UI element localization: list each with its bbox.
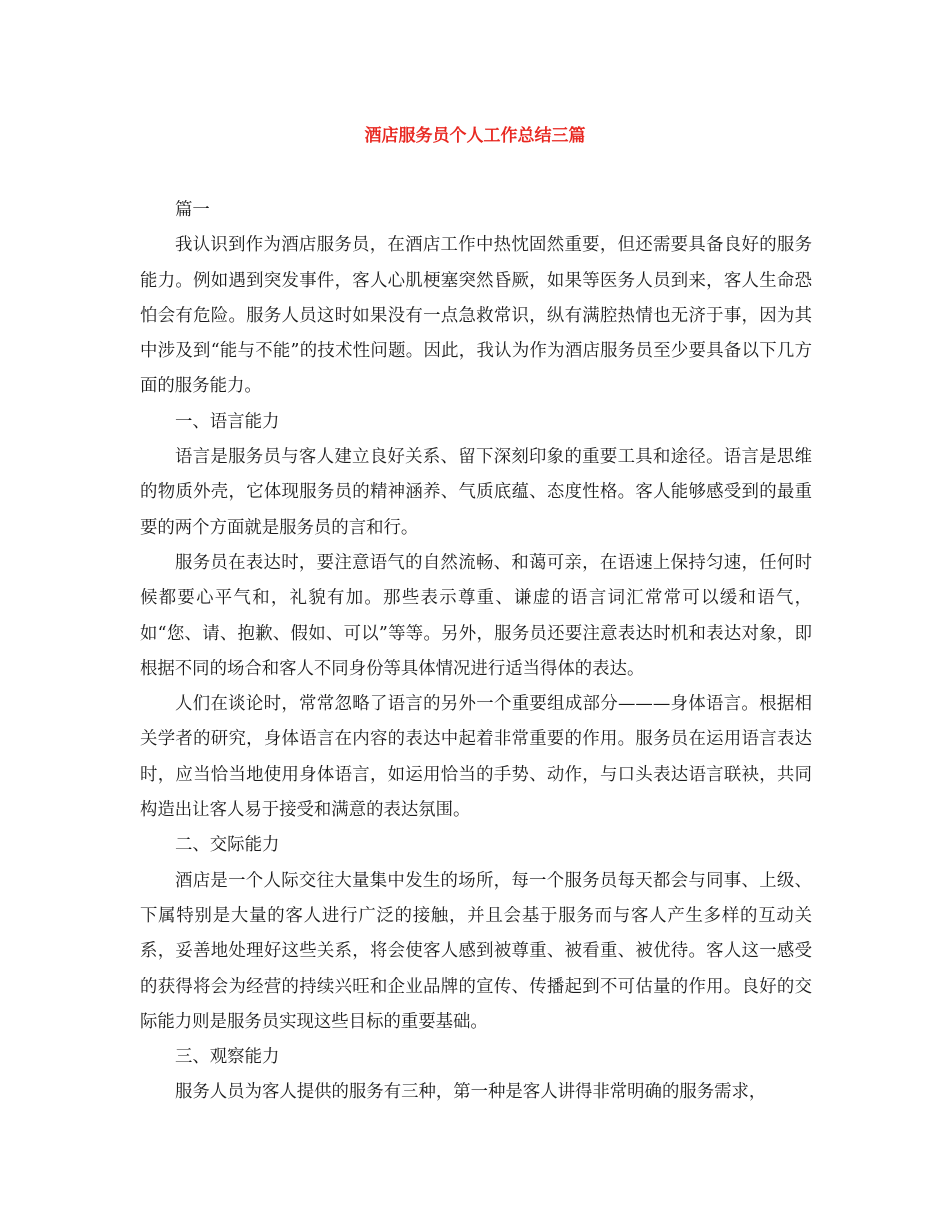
paragraph: 我认识到作为酒店服务员，在酒店工作中热忱固然重要，但还需要具备良好的服务能力。例如遇到突发事件，客人心肌梗塞突然昏厥，如果等医务人员到来，客人生命恐怕会有危险。服务人员这时如果没有一点急救常识，纵有满腔热情也无济于事，因为其中涉及到“能与不能”的技术性问题。因此，我认为作为酒店服务员至少要具备以下几方面的服务能力。 <box>140 235 812 397</box>
section-heading: 三、观察能力 <box>175 1047 280 1068</box>
section-heading: 一、语言能力 <box>175 411 280 432</box>
paragraph: 服务员在表达时，要注意语气的自然流畅、和蔼可亲，在语速上保持匀速，任何时候都要心平气和，礼貌有加。那些表示尊重、谦虚的语言词汇常常可以缓和语气，如“您、请、抱歉、假如、可以”等等。另外，服务员还要注意表达时机和表达对象，即根据不同的场合和客人不同身份等具体情况进行适当得体的表达。 <box>140 552 812 679</box>
section-heading: 篇一 <box>175 200 210 220</box>
document-body <box>140 193 812 1111</box>
paragraph: 语言是服务员与客人建立良好关系、留下深刻印象的重要工具和途径。语言是思维的物质外壳，它体现服务员的精神涵养、气质底蕴、态度性格。客人能够感受到的最重要的两个方面就是服务员的言和行。 <box>140 447 812 538</box>
paragraph: 服务人员为客人提供的服务有三种，第一种是客人讲得非常明确的服务需求， <box>175 1082 767 1103</box>
document-title: 酒店服务员个人工作总结三篇 <box>364 126 586 146</box>
section-heading: 二、交际能力 <box>175 835 280 856</box>
paragraph: 人们在谈论时，常常忽略了语言的另外一个重要组成部分———身体语言。根据相关学者的研究，身体语言在内容的表达中起着非常重要的作用。服务员在运用语言表达时，应当恰当地使用身体语言，如运用恰当的手势、动作，与口头表达语言联袂，共同构造出让客人易于接受和满意的表达氛围。 <box>140 694 812 821</box>
paragraph: 酒店是一个人际交往大量集中发生的场所，每一个服务员每天都会与同事、上级、下属特别是大量的客人进行广泛的接触，并且会基于服务而与客人产生多样的互动关系，妥善地处理好这些关系，将会使客人感到被尊重、被看重、被优待。客人这一感受的获得将会为经营的持续兴旺和企业品牌的宣传、传播起到不可估量的作用。良好的交际能力则是服务员实现这些目标的重要基础。 <box>140 870 812 1032</box>
